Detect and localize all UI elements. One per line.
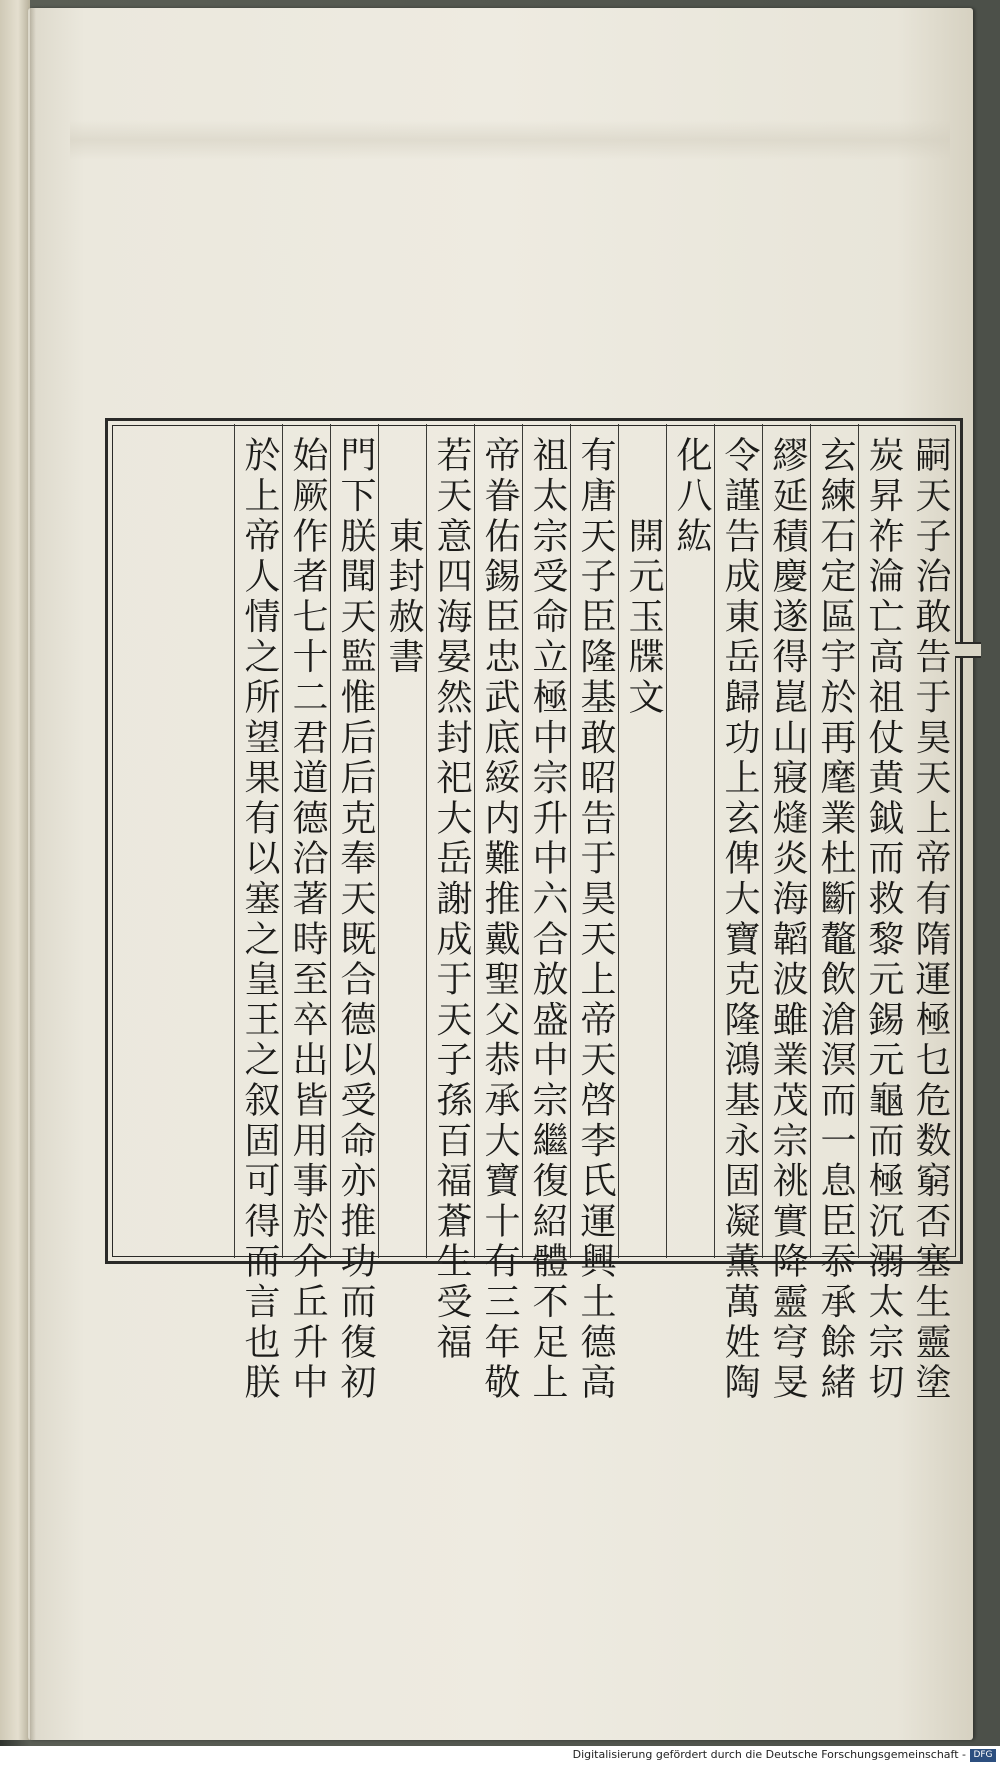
text-column-14	[282, 424, 330, 1404]
paper-stain	[70, 120, 950, 160]
column-text: 於上帝人情之所望果有以塞之皇王之叙固可得而言也朕	[239, 436, 280, 1404]
digitization-footer	[0, 1746, 1000, 1766]
page-fold-shadow	[30, 8, 36, 1740]
text-column-3	[810, 424, 858, 1404]
text-column-13	[330, 424, 378, 1404]
column-text: 令謹告成東岳歸功上玄俾大寶克隆鴻基永固凝薫萬姓陶	[719, 436, 760, 1404]
column-text: 門下朕聞天監惟后后克奉天既合德以受命亦推功而復初	[335, 436, 376, 1404]
text-column-11	[426, 424, 474, 1363]
text-column-4	[762, 424, 810, 1404]
text-column-6	[666, 424, 714, 1258]
text-column-9	[522, 424, 570, 1404]
column-text: 炭昇祚淪亡高祖仗黄鉞而救黎元錫元龜而極沉溺太宗切	[863, 436, 904, 1404]
text-column-10	[474, 424, 522, 1404]
previous-page-edge	[0, 0, 30, 1740]
section-heading: 東封赦書	[383, 436, 424, 678]
section-heading: 開元玉牒文	[623, 436, 664, 719]
text-column-1	[906, 424, 954, 1404]
text-column-8	[570, 424, 618, 1404]
text-column-15	[234, 424, 282, 1404]
text-column-5	[714, 424, 762, 1404]
text-column-2	[858, 424, 906, 1404]
column-text: 始厥作者七十二君道德洽著時至卒出皆用事於介丘升中	[287, 436, 328, 1404]
column-text: 祖太宗受命立極中宗升中六合放盛中宗繼復紹體不足上	[527, 436, 568, 1404]
column-text: 繆延積慶遂得崑山寢熢炎海韜波雖業茂宗祧實降靈穹旻	[767, 436, 808, 1404]
column-text: 若天意四海晏然封祀大岳謝成于天子孫百福蒼生受福	[431, 436, 472, 1363]
column-text: 有唐天子臣隆基敢昭告于昊天上帝天啓李氏運興土德高	[575, 436, 616, 1404]
dfg-logo: DFG	[970, 1749, 996, 1762]
column-text: 玄練石定區宇於再麾業杜斷鼇飲滄溟而一息臣忝承餘緒	[815, 436, 856, 1404]
column-text: 化八紘	[671, 436, 712, 557]
column-text: 帝眷佑錫臣忠武底綏内難推戴聖父恭承大寶十有三年敬	[479, 436, 520, 1404]
footer-credit: Digitalisierung gefördert durch die Deutsche Forschungsgemeinschaft -	[572, 1748, 966, 1761]
section-heading-column	[378, 424, 426, 1258]
fish-tail-mark	[955, 642, 981, 658]
section-heading-column	[618, 424, 666, 1258]
column-text: 嗣天子治敢告于昊天上帝有隋運極乜危数窮否塞生靈塗	[910, 436, 951, 1404]
